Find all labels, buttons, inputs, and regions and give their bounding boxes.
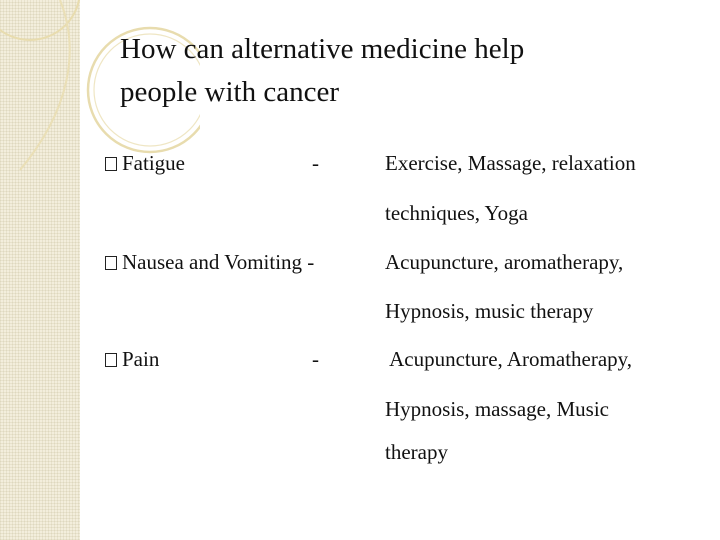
slide-title-line-1: How can alternative medicine help	[120, 33, 525, 65]
list-item-nausea-vomiting	[105, 249, 314, 275]
separator-dash: -	[312, 151, 319, 175]
decorative-side-strip	[0, 0, 80, 540]
remedy-line: techniques, Yoga	[385, 201, 528, 225]
square-bullet-icon	[105, 256, 117, 270]
separator-dash: -	[312, 347, 319, 371]
remedy-line: therapy	[385, 440, 448, 464]
remedy-line: Acupuncture, aromatherapy,	[385, 250, 624, 274]
symptom-label: Nausea and Vomiting -	[122, 250, 315, 274]
remedy-line: Exercise, Massage, relaxation	[385, 151, 636, 175]
remedy-line: Hypnosis, music therapy	[385, 299, 594, 323]
square-bullet-icon	[105, 353, 117, 367]
remedy-line: Hypnosis, massage, Music	[385, 397, 609, 421]
list-item-fatigue	[105, 150, 185, 176]
symptom-label: Fatigue	[122, 151, 185, 175]
remedy-line: Acupuncture, Aromatherapy,	[385, 347, 633, 371]
symptom-label: Pain	[122, 347, 160, 371]
slide-title	[120, 28, 700, 114]
list-item-pain	[105, 346, 159, 372]
square-bullet-icon	[105, 157, 117, 171]
slide-title-line-2: people with cancer	[120, 76, 340, 108]
